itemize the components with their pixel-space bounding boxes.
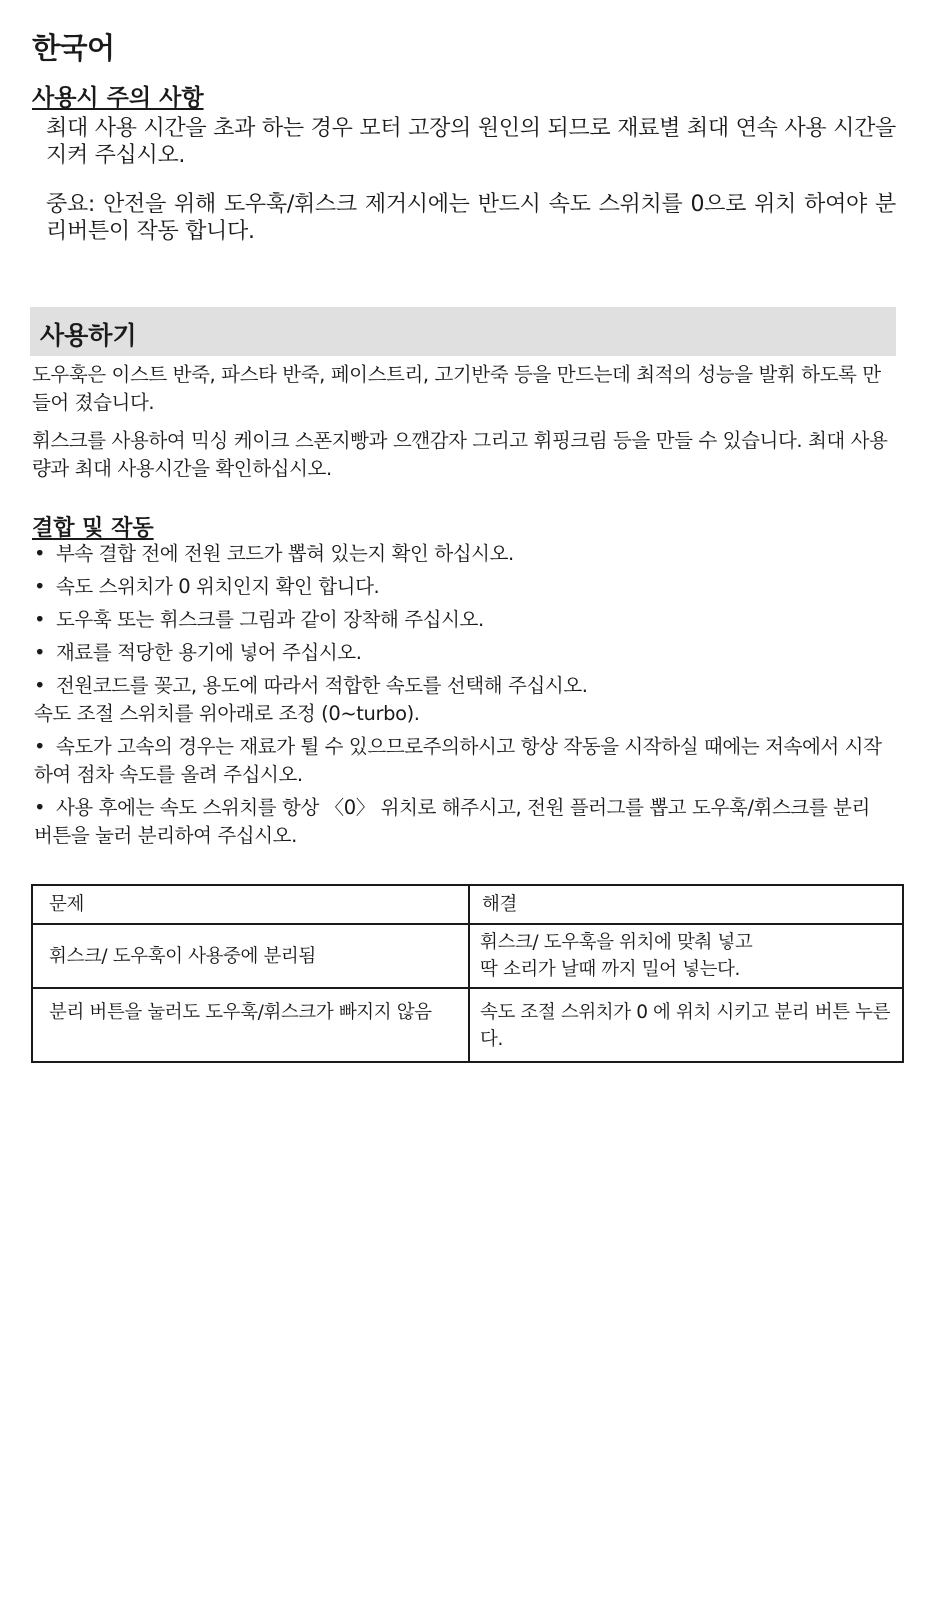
bullet-icon: • bbox=[34, 796, 46, 819]
list-item bbox=[34, 540, 894, 568]
solution-cell bbox=[469, 924, 903, 988]
list-item bbox=[34, 733, 894, 789]
column-header-solution: 해결 bbox=[469, 885, 903, 924]
bullet-icon: • bbox=[34, 735, 46, 758]
caution-heading: 사용시 주의 사항 bbox=[32, 85, 204, 111]
list-item bbox=[34, 794, 894, 850]
table-header-row bbox=[32, 885, 903, 924]
bullet-icon: • bbox=[34, 641, 46, 664]
list-item bbox=[34, 672, 894, 728]
list-item bbox=[34, 639, 894, 667]
assembly-heading: 결합 및 작동 bbox=[32, 516, 154, 541]
table-row bbox=[32, 988, 903, 1062]
step-note: 속도 조절 스위치를 위아래로 조정 (0~turbo). bbox=[34, 702, 420, 725]
troubleshooting-table bbox=[31, 884, 904, 1063]
assembly-steps-list bbox=[34, 540, 894, 855]
step-text: 재료를 적당한 용기에 넣어 주십시오. bbox=[56, 641, 362, 664]
step-text: 전원코드를 꽂고, 용도에 따라서 적합한 속도를 선택해 주십시오. bbox=[56, 674, 588, 697]
list-item bbox=[34, 573, 894, 601]
list-item bbox=[34, 606, 894, 634]
step-text: 사용 후에는 속도 스위치를 항상 〈0〉 위치로 해주시고, 전원 플러그를 뽑고 도우훅/휘스크를 분리 버튼을 눌러 분리하여 주십시오. bbox=[34, 796, 870, 847]
usage-whisk-paragraph: 휘스크를 사용하여 믹싱 케이크 스폰지빵과 으깬감자 그리고 휘핑크림 등을 만들 수 있습니다. 최대 사용량과 최대 사용시간을 확인하십시오. bbox=[32, 429, 888, 480]
caution-paragraph: 최대 사용 시간을 초과 하는 경우 모터 고장의 원인의 되므로 재료별 최대 연속 사용 시간을 지켜 주십시오. bbox=[46, 116, 896, 168]
solution-line: 딱 소리가 날때 까지 밀어 넣는다. bbox=[480, 959, 741, 980]
column-header-problem: 문제 bbox=[32, 885, 469, 924]
usage-dough-hook-paragraph: 도우훅은 이스트 반죽, 파스타 반죽, 페이스트리, 고기반죽 등을 만드는데 최적의 성능을 발휘 하도록 만들어 졌습니다. bbox=[32, 363, 881, 414]
step-text: 도우훅 또는 휘스크를 그림과 같이 장착해 주십시오. bbox=[56, 608, 484, 631]
bullet-icon: • bbox=[34, 542, 46, 565]
bullet-icon: • bbox=[34, 608, 46, 631]
solution-line: 속도 조절 스위치가 0 에 위치 시키고 분리 버튼 누른다. bbox=[480, 1002, 891, 1050]
solution-cell bbox=[469, 988, 903, 1062]
usage-heading: 사용하기 bbox=[40, 321, 137, 350]
step-text: 속도가 고속의 경우는 재료가 튈 수 있으므로주의하시고 항상 작동을 시작하실 때에는 저속에서 시작하여 점차 속도를 올려 주십시오. bbox=[34, 735, 882, 786]
problem-cell: 분리 버튼을 눌러도 도우훅/휘스크가 빠지지 않음 bbox=[32, 988, 469, 1062]
table-row bbox=[32, 924, 903, 988]
usage-section-bar bbox=[30, 307, 896, 356]
step-text: 부속 결합 전에 전원 코드가 뽑혀 있는지 확인 하십시오. bbox=[56, 542, 514, 565]
important-notice: 중요: 안전을 위해 도우훅/휘스크 제거시에는 반드시 속도 스위치를 0으로 위치 하여야 분리버튼이 작동 합니다. bbox=[46, 192, 896, 244]
bullet-icon: • bbox=[34, 674, 46, 697]
problem-cell: 휘스크/ 도우훅이 사용중에 분리됨 bbox=[32, 924, 469, 988]
language-title: 한국어 bbox=[32, 31, 115, 65]
bullet-icon: • bbox=[34, 575, 46, 598]
solution-line: 휘스크/ 도우훅을 위치에 맞춰 넣고 bbox=[480, 932, 753, 953]
step-text: 속도 스위치가 0 위치인지 확인 합니다. bbox=[56, 575, 380, 598]
